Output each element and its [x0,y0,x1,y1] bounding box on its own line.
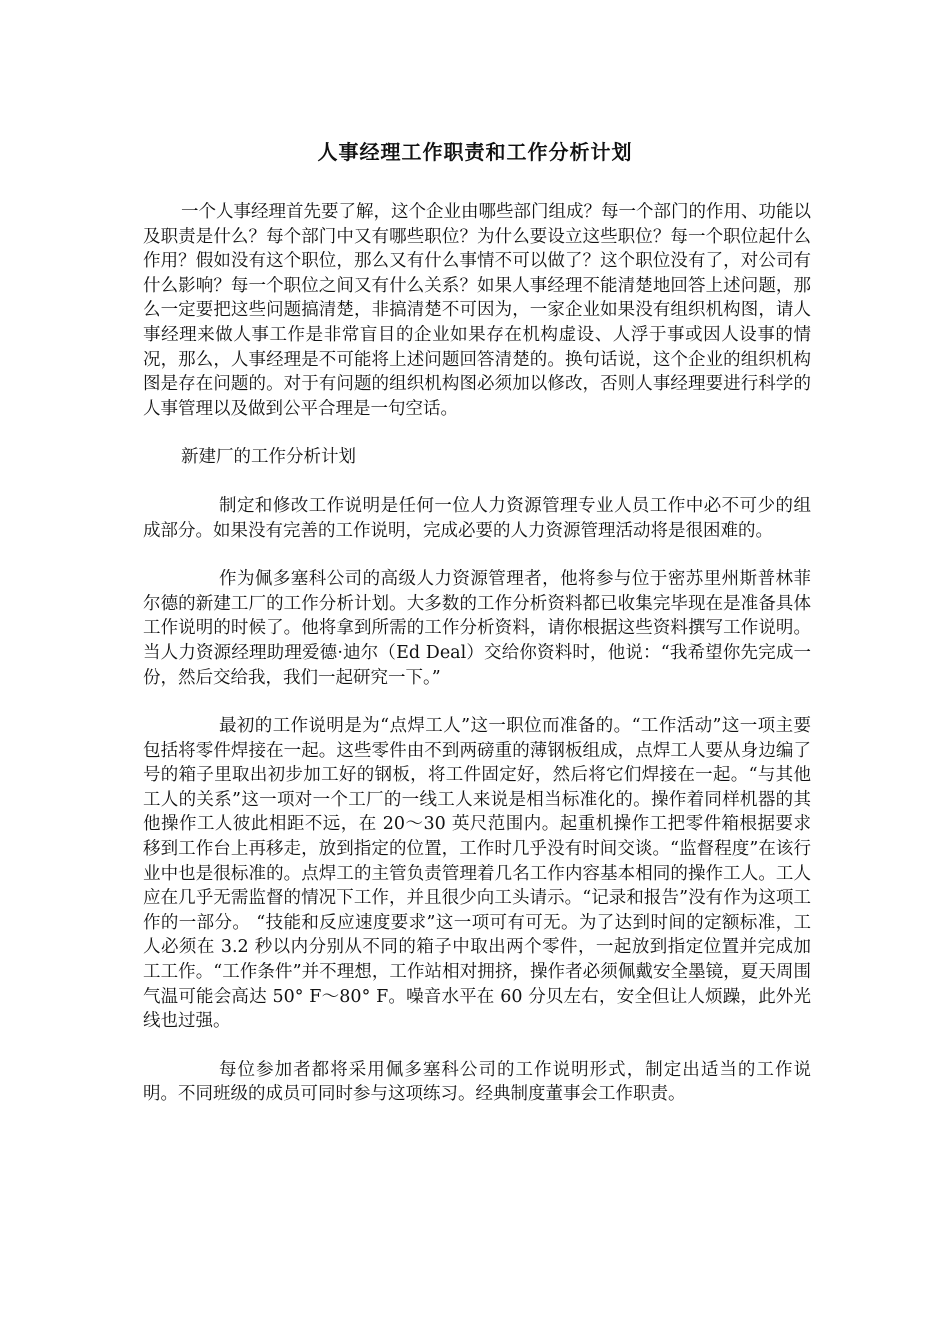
paragraph-intro: 一个人事经理首先要了解，这个企业由哪些部门组成？每一个部门的作用、功能以及职责是什么？每个部门中又有哪些职位？为什么要设立这些职位？每一个职位起什么作用？假如没有这个职位，那么又有什么事情不可以做了？这个职位没有了，对公司有什么影响？每一个职位之间又有什么关系？如果人事经理不能清楚地回答上述问题，那么一定要把这些问题搞清楚，非搞清楚不可因为，一家企业如果没有组织机构图，请人事经理来做人事工作是非常盲目的企业如果存在机构虚设、人浮于事或因人设事的情况，那么，人事经理是不可能将上述问题回答清楚的。换句话说，这个企业的组织机构图是存在问题的。对于有问题的组织机构图必须加以修改，否则人事经理要进行科学的人事管理以及做到公平合理是一句空话。 [143,202,811,419]
document-title: 人事经理工作职责和工作分析计划 [317,140,633,164]
paragraph-job-description-importance: 制定和修改工作说明是任何一位人力资源管理专业人员工作中必不可少的组成部分。如果没有完善的工作说明，完成必要的人力资源管理活动将是很困难的。 [143,495,811,541]
paragraph-case-background: 作为佩多塞科公司的高级人力资源管理者，他将参与位于密苏里州斯普林菲尔德的新建工厂的工作分析计划。大多数的工作分析资料都已收集完毕现在是准备具体工作说明的时候了。他将拿到所需的工作分析资料，请你根据这些资料撰写工作说明。当人力资源经理助理爱德·迪尔（Ed Deal）交给你资料时，他说：“我希望你先完成一份，然后交给我，我们一起研究一下。” [143,569,811,688]
paragraph-spot-welder: 最初的工作说明是为“点焊工人”这一职位而准备的。“工作活动”这一项主要包括将零件焊接在一起。这些零件由不到两磅重的薄钢板组成，点焊工人要从身边编了号的箱子里取出初步加工好的钢板，将工件固定好，然后将它们焊接在一起。“与其他工人的关系”这一项对一个工厂的一线工人来说是相当标准化的。操作着同样机器的其他操作工人彼此相距不远，在 20～30 英尺范围内。起重机操作工把零件箱根据要求移到工作台上再移走，放到指定的位置，工作时几乎没有时间交谈。“监督程度”在该行业中也是很标准的。点焊工的主管负责管理着几名工作内容基本相同的操作工人。工人应在几乎无需监督的情况下工作，并且很少向工头请示。“记录和报告”没有作为这项工作的一部分。 “技能和反应速度要求”这一项可有可无。为了达到时间的定额标准，工人必须在 3.2 秒以内分别从不同的箱子中取出两个零件，一起放到指定位置并完成加工工作。“工作条件”并不理想，工作站相对拥挤，操作者必须佩戴安全墨镜，夏天周围气温可能会高达 50° F～80° F。噪音水平在 60 分贝左右，安全但让人烦躁，此外光线也过强。 [143,716,811,1032]
paragraph-exercise: 每位参加者都将采用佩多塞科公司的工作说明形式，制定出适当的工作说明。不同班级的成员可同时参与这项练习。经典制度董事会工作职责。 [143,1059,811,1105]
document-body [143,200,811,1131]
section-heading: 新建厂的工作分析计划 [181,447,356,468]
